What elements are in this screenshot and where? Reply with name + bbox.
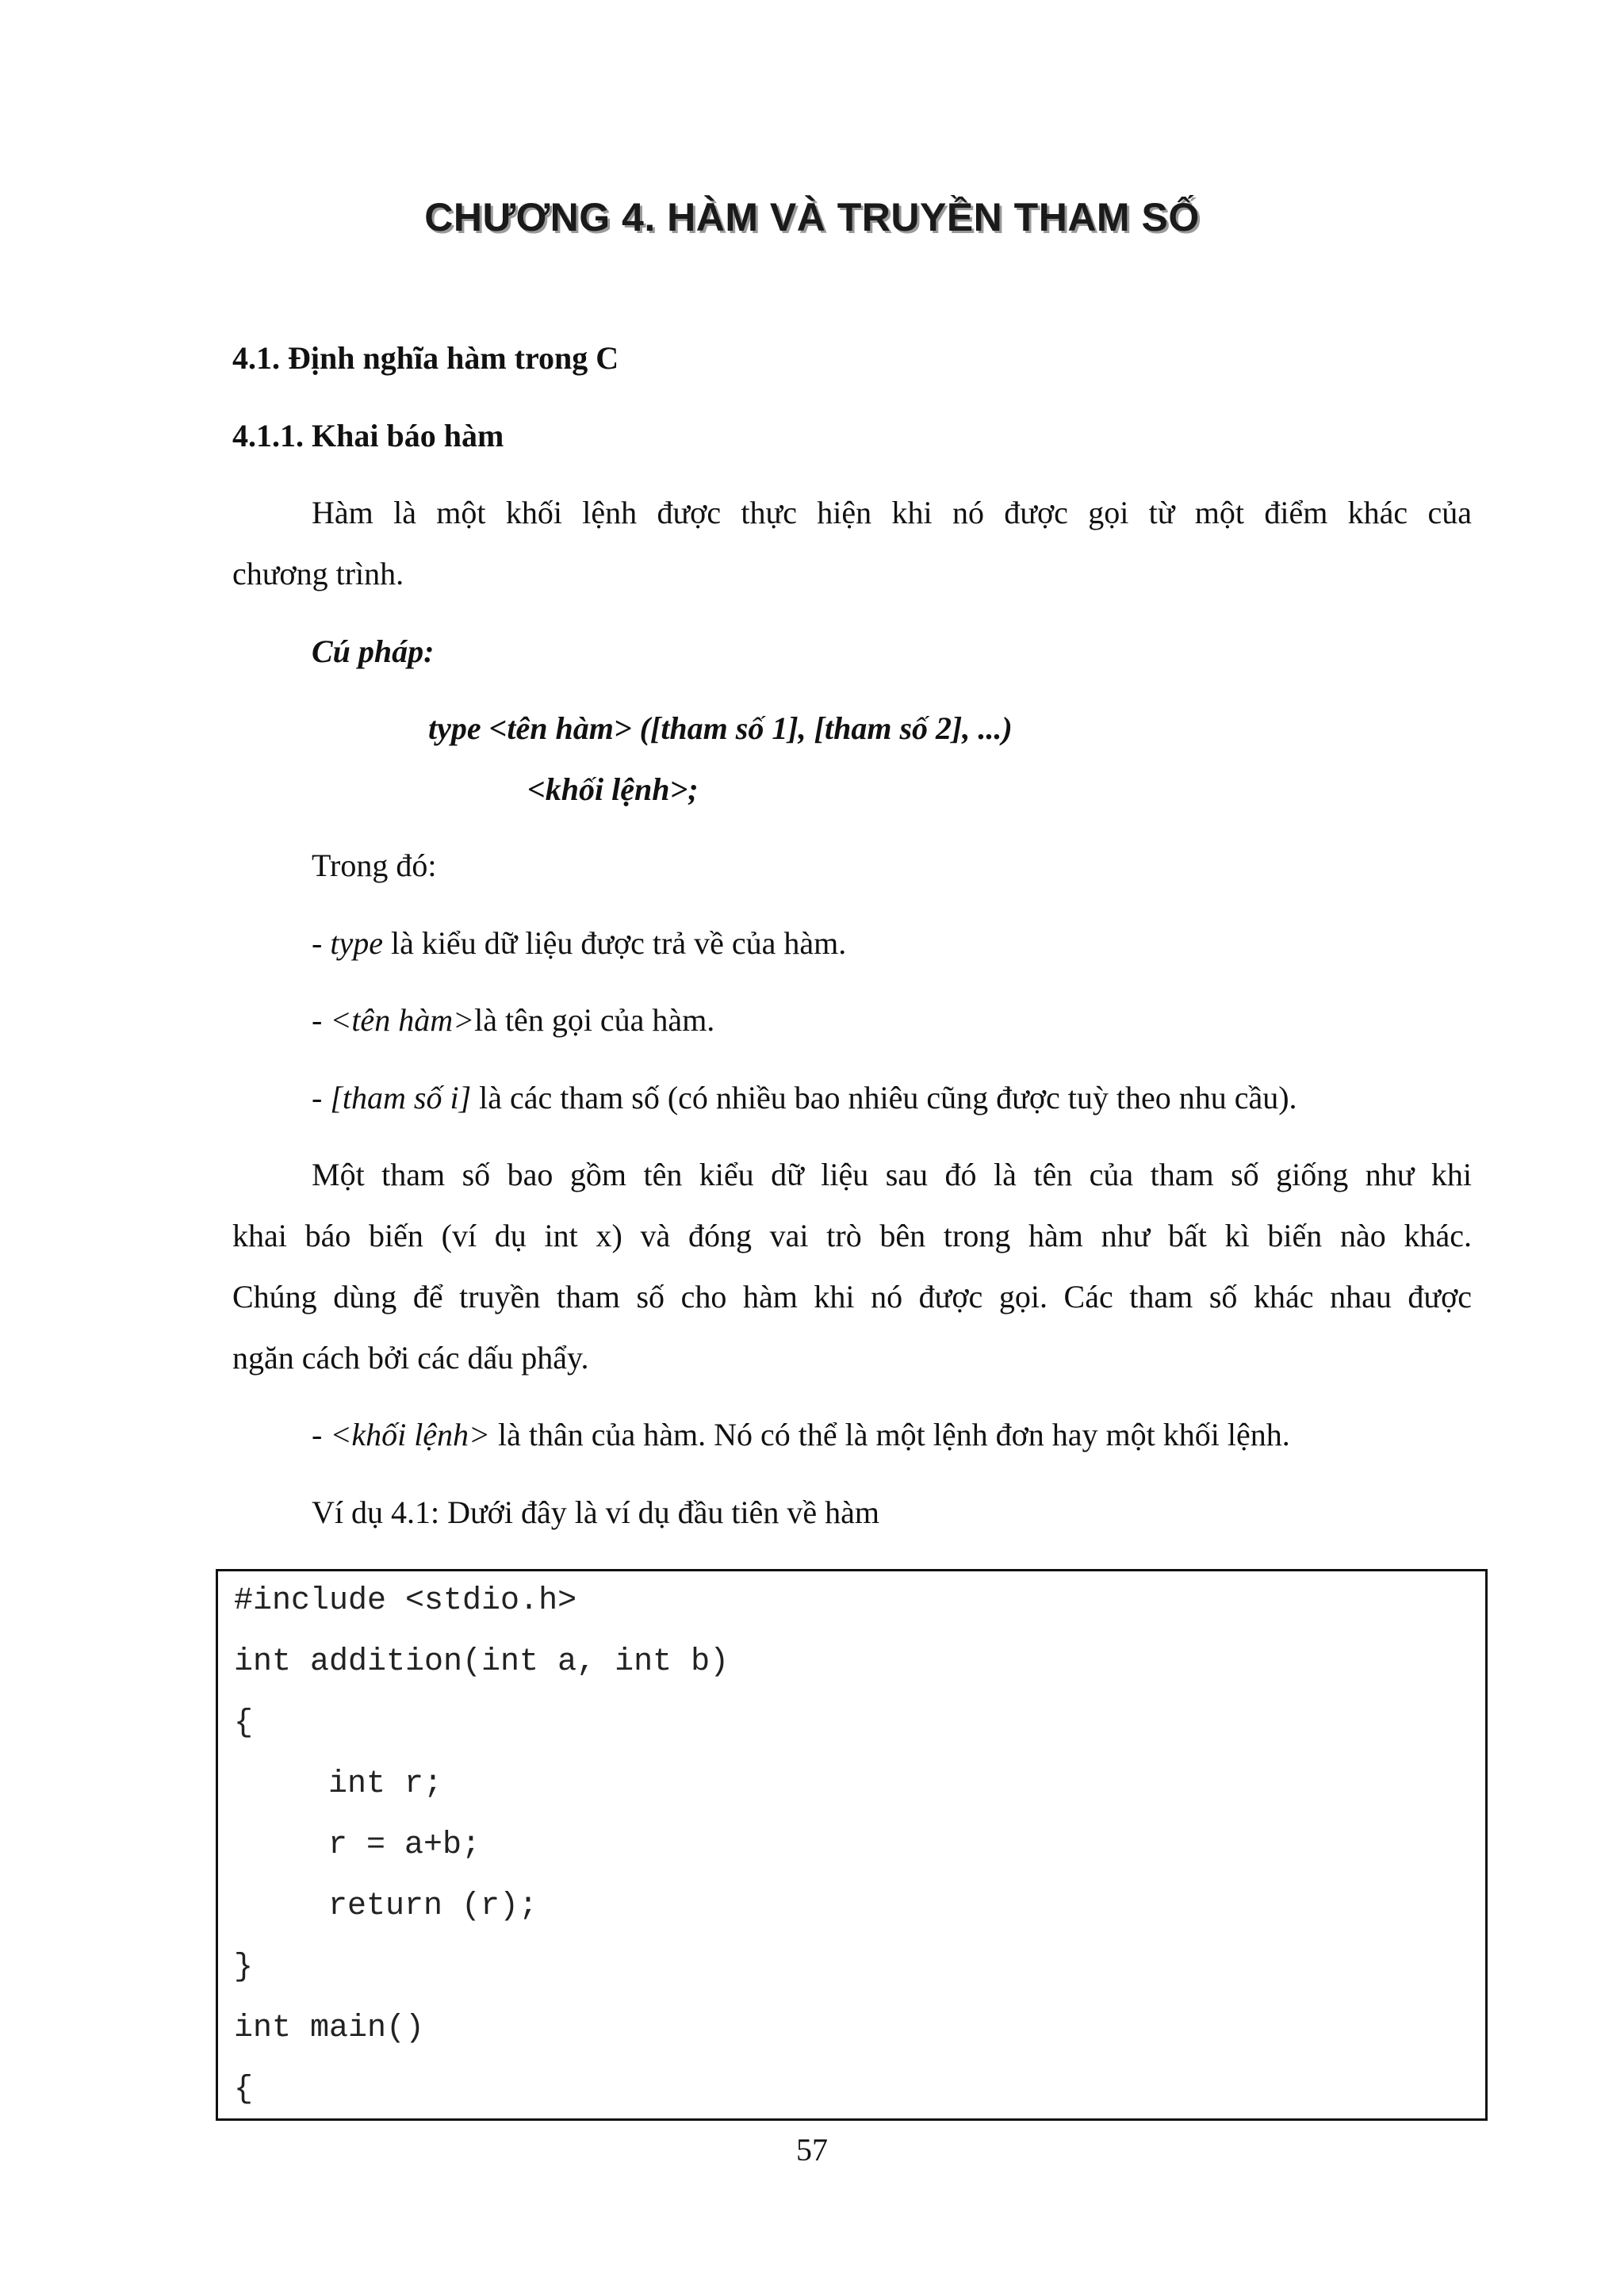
intro-line-2: chương trình. (232, 556, 404, 591)
section-heading: 4.1. Định nghĩa hàm trong C (232, 340, 619, 376)
param-paragraph-line-1: Một tham số bao gồm tên kiểu dữ liệu sau đó là tên của tham số giống như khi (312, 1157, 1472, 1192)
param-paragraph-line-3: Chúng dùng để truyền tham số cho hàm khi nó được gọi. Các tham số khác nhau được (232, 1279, 1472, 1314)
code-line: } (234, 1950, 254, 1985)
syntax-label: Cú pháp: (312, 633, 435, 669)
item-dash: - (312, 925, 331, 961)
intro-line-1: Hàm là một khối lệnh được thực hiện khi nó được gọi từ một điểm khác của (312, 495, 1472, 530)
item-text: là tên gọi của hàm. (474, 1002, 715, 1038)
code-line: r = a+b; (252, 1827, 481, 1863)
subsection-heading: 4.1.1. Khai báo hàm (232, 418, 504, 453)
syntax-line-2: <khối lệnh>; (527, 771, 699, 807)
item-term: <tên hàm> (330, 1002, 475, 1038)
item-term: [tham số i] (330, 1080, 472, 1115)
code-line: { (234, 1705, 254, 1741)
explanation-item-params (312, 1079, 1297, 1116)
param-paragraph-line-4: ngăn cách bởi các dấu phẩy. (232, 1340, 589, 1376)
item-dash: - (312, 1417, 331, 1452)
item-term: type (330, 925, 383, 961)
code-line: int main() (234, 2011, 425, 2046)
explanation-item-body (312, 1416, 1290, 1453)
code-block (216, 1569, 1488, 2121)
page-number: 57 (796, 2132, 828, 2168)
code-line: int addition(int a, int b) (234, 1644, 730, 1680)
example-caption: Ví dụ 4.1: Dưới đây là ví dụ đầu tiên về hàm (312, 1494, 880, 1530)
item-text: là các tham số (có nhiều bao nhiêu cũng được tuỳ theo nhu cầu). (471, 1080, 1297, 1115)
code-line: int r; (252, 1766, 443, 1802)
chapter-title: CHƯƠNG 4. HÀM VÀ TRUYỀN THAM SỐ (424, 195, 1200, 239)
param-paragraph-line-2: khai báo biến (ví dụ int x) và đóng vai trò bên trong hàm như bất kì biến nào khác. (232, 1218, 1472, 1253)
item-term: <khối lệnh> (330, 1417, 491, 1452)
where-label: Trong đó: (312, 848, 437, 883)
item-dash: - (312, 1080, 331, 1115)
item-dash: - (312, 1002, 331, 1038)
code-line: { (234, 2072, 254, 2107)
code-line: #include <stdio.h> (234, 1583, 577, 1619)
item-text: là kiểu dữ liệu được trả về của hàm. (382, 925, 847, 961)
explanation-item-name (312, 1001, 714, 1039)
item-text: là thân của hàm. Nó có thể là một lệnh đơn hay một khối lệnh. (490, 1417, 1290, 1452)
syntax-line-1: type <tên hàm> ([tham số 1], [tham số 2], ...) (428, 710, 1013, 746)
code-line: return (r); (252, 1888, 538, 1924)
explanation-item-type (312, 924, 846, 962)
